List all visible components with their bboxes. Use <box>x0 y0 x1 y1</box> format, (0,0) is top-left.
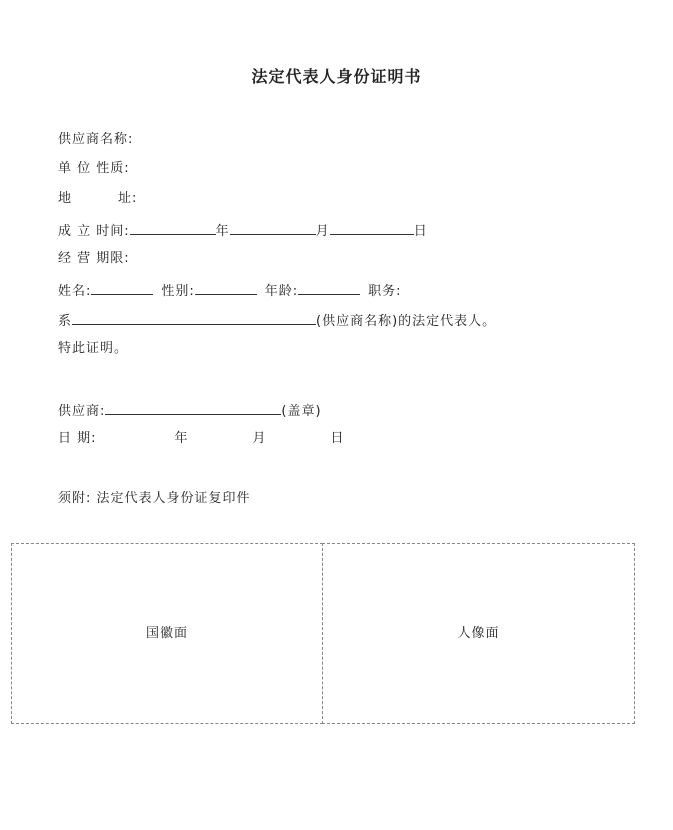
established-label: 成 立 时间: <box>58 224 130 239</box>
statement-row <box>58 310 496 331</box>
certify-row <box>58 340 128 358</box>
supplier-name-row <box>58 131 133 149</box>
gender-blank[interactable] <box>195 280 257 295</box>
seal-note: (盖章) <box>281 404 322 419</box>
attachment-note: 须附: 法定代表人身份证复印件 <box>58 491 251 506</box>
signature-month-unit: 月 <box>252 431 267 446</box>
address-row <box>58 190 137 208</box>
supplier-signature-blank[interactable] <box>105 400 281 415</box>
name-label: 姓名: <box>58 284 92 299</box>
address-label-end: 址: <box>118 191 138 206</box>
id-card-back-box <box>322 543 635 724</box>
id-card-back-label: 人像面 <box>457 626 500 641</box>
established-row <box>58 220 428 241</box>
unit-nature-row <box>58 160 130 178</box>
signature-date-label: 日 期: <box>58 431 97 446</box>
supplier-signature-label: 供应商: <box>58 404 106 419</box>
gender-label: 性别: <box>161 284 195 299</box>
supplier-signature-row <box>58 400 322 421</box>
operating-period-row <box>58 250 130 268</box>
established-day-blank[interactable] <box>330 220 414 235</box>
signature-date-row <box>58 430 345 448</box>
established-month-unit: 月 <box>315 224 330 239</box>
id-card-front-label: 国徽面 <box>145 626 188 641</box>
id-card-front-box <box>11 543 323 724</box>
operating-period-label: 经 营 期限: <box>58 251 130 266</box>
age-blank[interactable] <box>298 280 360 295</box>
attachment-note-row <box>58 490 251 508</box>
statement-prefix: 系 <box>58 314 73 329</box>
document-title: 法定代表人身份证明书 <box>251 67 422 86</box>
supplier-name-label: 供应商名称: <box>58 132 134 147</box>
statement-company-blank[interactable] <box>72 310 316 325</box>
age-label: 年龄: <box>264 284 299 299</box>
established-year-unit: 年 <box>215 224 230 239</box>
personal-info-row <box>58 280 402 301</box>
name-blank[interactable] <box>91 280 153 295</box>
certify-text: 特此证明。 <box>58 341 129 356</box>
address-label-start: 地 <box>58 191 73 206</box>
statement-suffix: (供应商名称)的法定代表人。 <box>316 314 497 329</box>
established-day-unit: 日 <box>413 224 428 239</box>
signature-day-unit: 日 <box>330 431 345 446</box>
established-month-blank[interactable] <box>230 220 316 235</box>
position-label: 职务: <box>368 284 402 299</box>
established-year-blank[interactable] <box>130 220 216 235</box>
unit-nature-label: 单 位 性质: <box>58 161 130 176</box>
signature-year-unit: 年 <box>174 431 189 446</box>
